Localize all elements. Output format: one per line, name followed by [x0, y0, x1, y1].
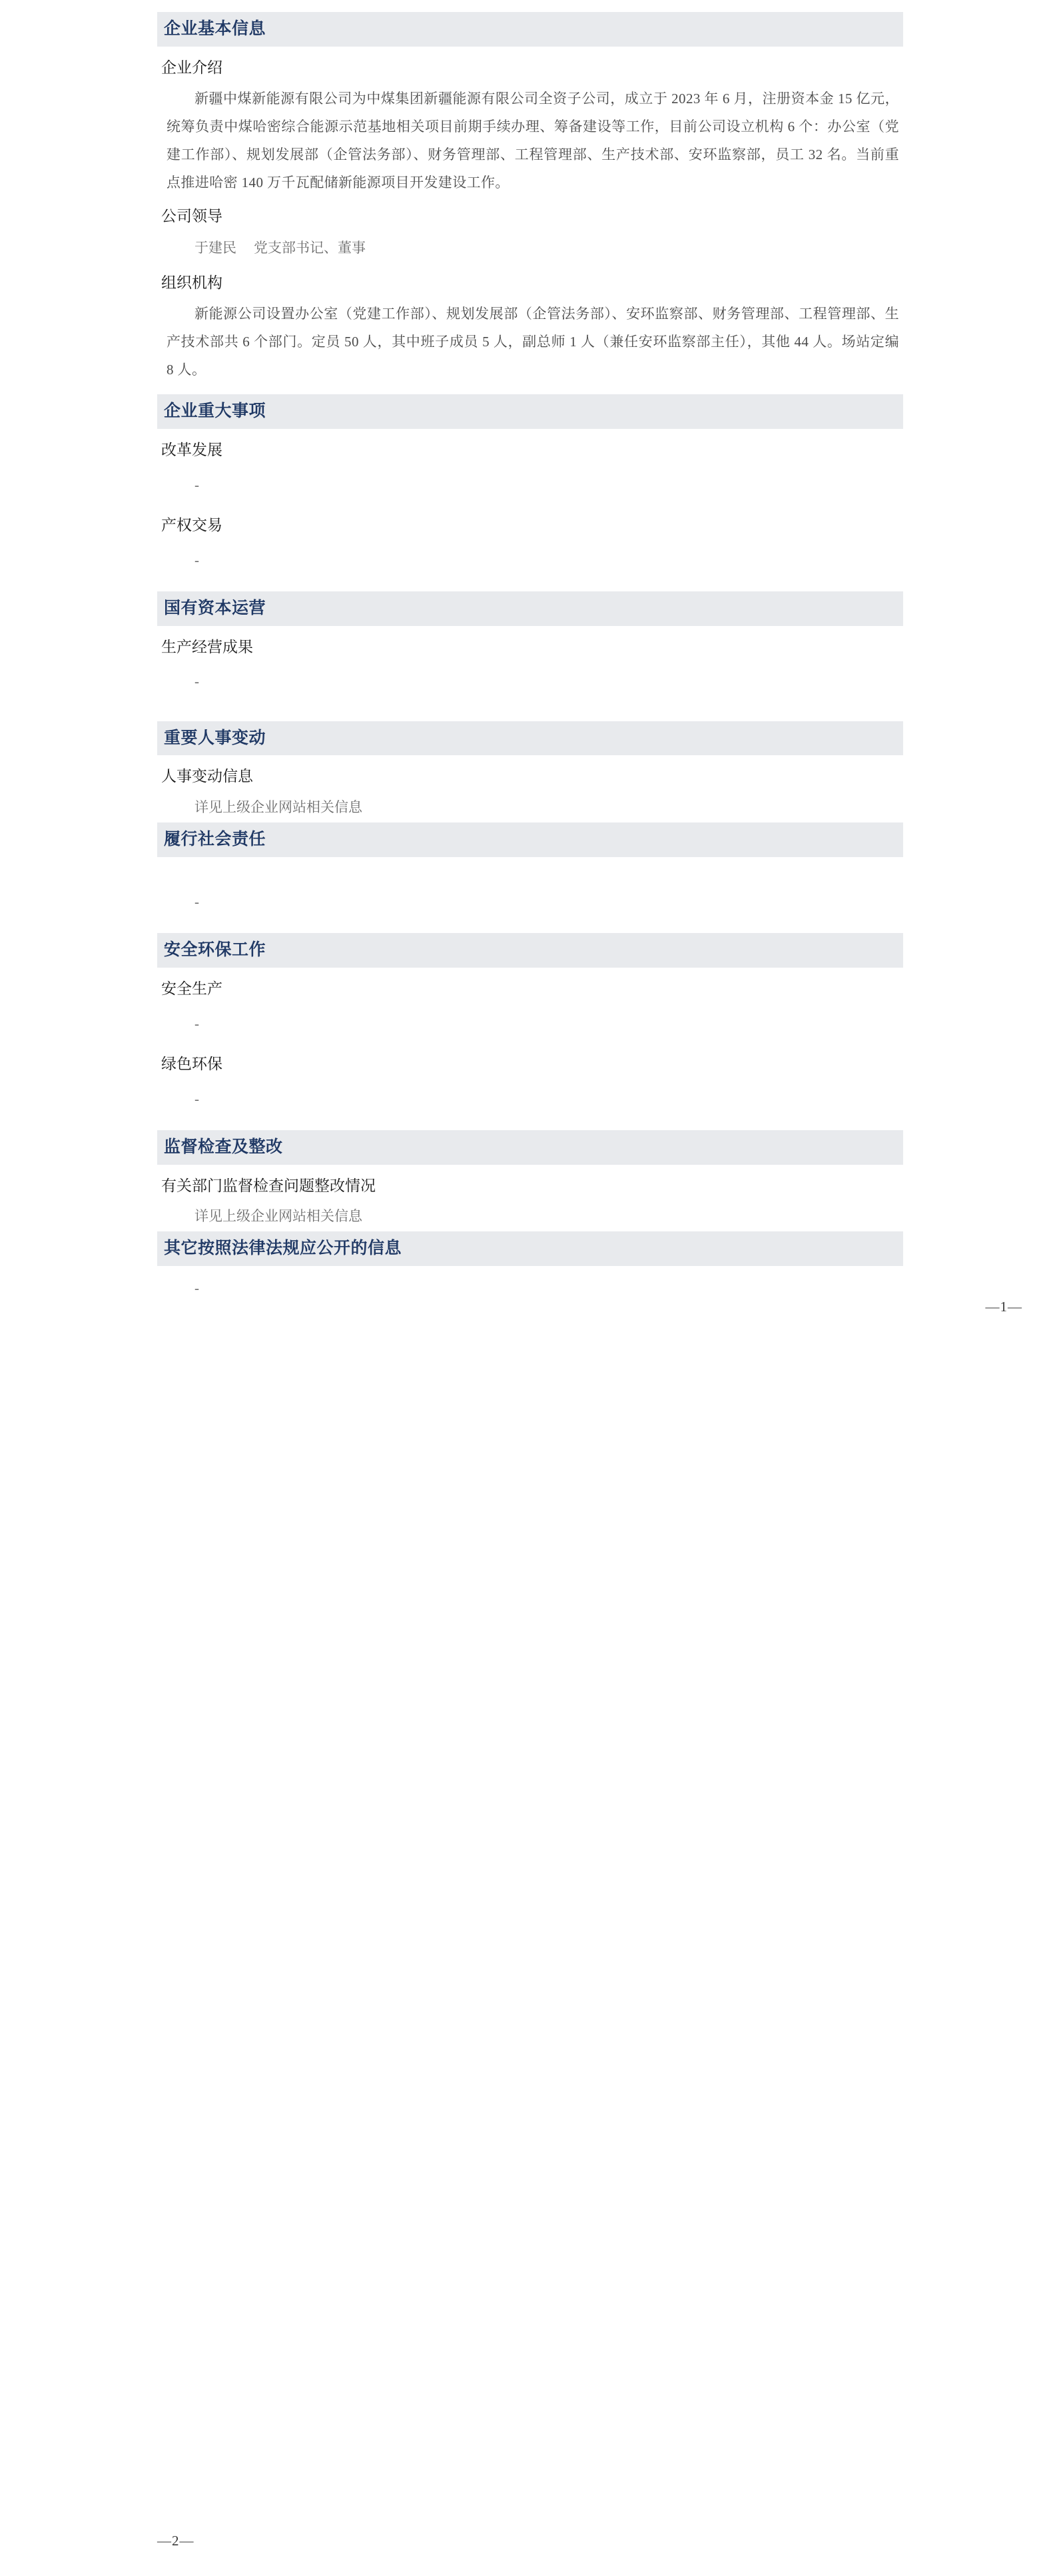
section-header-other-legal: 其它按照法律法规应公开的信息 [157, 1231, 903, 1266]
value-safety-production: - [194, 1015, 199, 1032]
value-green-environment: - [194, 1090, 199, 1107]
section-basic-info [157, 12, 903, 385]
subtitle-operating-results: 生产经营成果 [161, 638, 253, 655]
subtitle-property-transaction: 产权交易 [161, 516, 222, 533]
paragraph-organization: 新能源公司设置办公室（党建工作部）、规划发展部（企管法务部）、安环监察部、财务管理部、工程管理部、生产技术部共 6 个部门。定员 50 人，其中班子成员 5 人，副总师 1 人（兼任安环监察部主任），其他 44 人。场站定编 8 人。 [167, 306, 899, 378]
subtitle-reform-development: 改革发展 [161, 441, 222, 458]
value-operating-results: - [194, 673, 199, 690]
spacer [157, 1121, 903, 1130]
section-supervision [157, 1130, 903, 1232]
section-header-basic-info: 企业基本信息 [157, 12, 903, 47]
section-header-major-matters: 企业重大事项 [157, 394, 903, 429]
leader-entry [157, 231, 903, 264]
leader-title: 党支部书记、董事 [254, 240, 366, 256]
section-safety-environment [157, 933, 903, 1121]
note-supervision-rectification: 详见上级企业网站相关信息 [194, 1208, 362, 1225]
page-number-two: —2— [157, 2533, 194, 2549]
section-major-matters [157, 394, 903, 582]
spacer [157, 924, 903, 933]
subtitle-green-environment: 绿色环保 [161, 1055, 222, 1072]
value-other-legal: - [194, 1280, 199, 1297]
section-header-personnel-changes: 重要人事变动 [157, 721, 903, 756]
section-social-responsibility [157, 822, 903, 924]
subtitle-supervision-rectification: 有关部门监督检查问题整改情况 [161, 1177, 376, 1194]
subtitle-company-leaders: 公司领导 [161, 207, 222, 224]
subtitle-safety-production: 安全生产 [161, 980, 222, 997]
spacer [157, 582, 903, 591]
section-header-safety-environment: 安全环保工作 [157, 933, 903, 968]
section-header-supervision: 监督检查及整改 [157, 1130, 903, 1165]
value-reform-development: - [194, 476, 199, 493]
section-state-capital [157, 591, 903, 704]
subtitle-company-intro: 企业介绍 [161, 59, 222, 76]
spacer [157, 704, 903, 721]
spacer [157, 385, 903, 394]
page-number-one: —1— [985, 1299, 1022, 1315]
value-social-responsibility: - [194, 893, 199, 910]
leader-name: 于建民 [194, 240, 236, 256]
document-content [157, 12, 903, 1310]
subtitle-personnel-info: 人事变动信息 [161, 768, 253, 785]
section-personnel-changes [157, 721, 903, 823]
value-property-transaction: - [194, 551, 199, 568]
section-header-social-responsibility: 履行社会责任 [157, 822, 903, 857]
spacer [157, 860, 903, 882]
note-personnel-info: 详见上级企业网站相关信息 [194, 799, 362, 816]
paragraph-company-intro: 新疆中煤新能源有限公司为中煤集团新疆能源有限公司全资子公司，成立于 2023 年 6 月，注册资本金 15 亿元，统筹负责中煤哈密综合能源示范基地相关项目前期手续办理、筹备建设等工作，目前公司设立机构 6 个：办公室（党建工作部）、规划发展部（企管法务部）、财务管理部、工程管理部、生产技术部、安环监察部，员工 32 名。当前重点推进哈密 140 万千瓦配储新能源项目开发建设工作。 [167, 90, 899, 190]
section-header-state-capital: 国有资本运营 [157, 591, 903, 626]
subtitle-organization: 组织机构 [161, 274, 222, 292]
section-other-legal [157, 1231, 903, 1310]
